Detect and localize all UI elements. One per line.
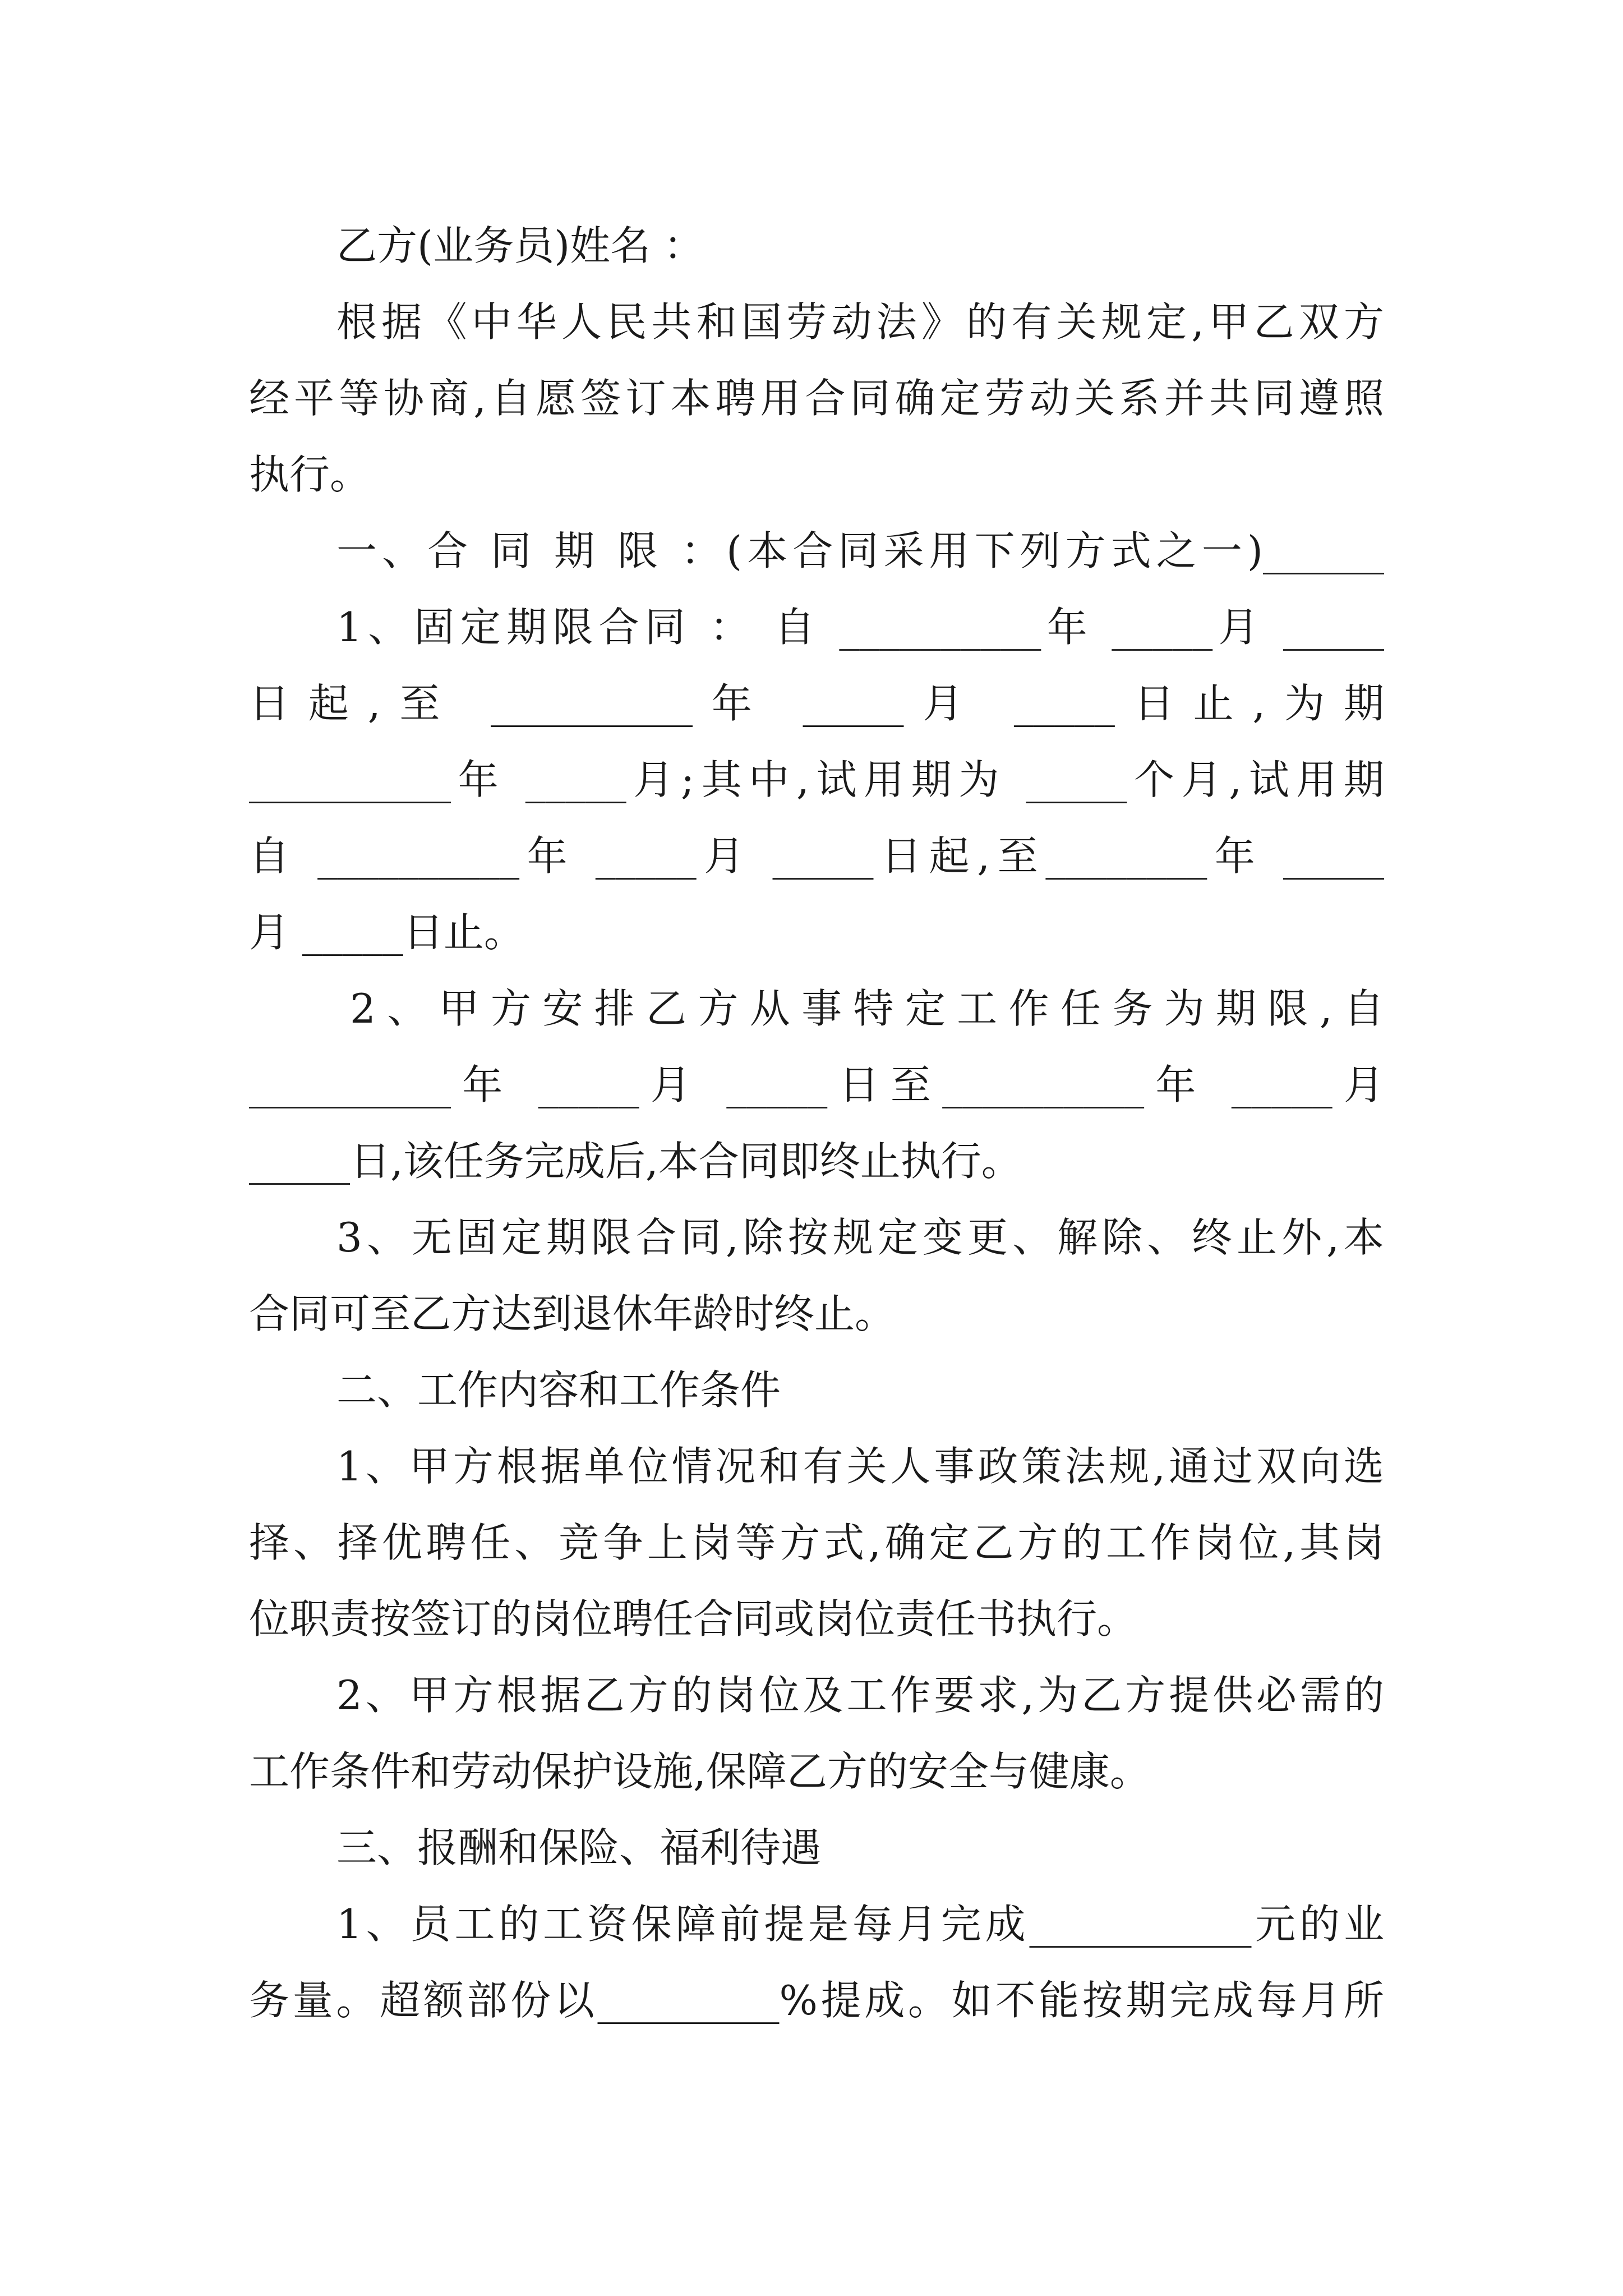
party-b-name-line: 乙方(业务员)姓名 ：	[336, 222, 704, 269]
section-1-heading: 一、合 同 期 限 ：(本合同采用下列方式之一)______	[336, 527, 1384, 574]
clause-2-1-line-1: 1、甲方根据单位情况和有关人事政策法规,通过双向选	[336, 1443, 1384, 1490]
clause-1-2-line-3: _____日,该任务完成后,本合同即终止执行。	[249, 1138, 1022, 1185]
clause-1-1-line-5: 月 _____日止。	[249, 909, 524, 956]
clause-2-2-line-2: 工作条件和劳动保护设施,保障乙方的安全与健康。	[249, 1748, 1150, 1795]
clause-1-1-line-1: 1、固定期限合同 ： 自 __________年 _____月 _____	[336, 604, 1384, 651]
section-2-heading: 二、工作内容和工作条件	[336, 1366, 781, 1414]
clause-2-2-line-1: 2、甲方根据乙方的岗位及工作要求,为乙方提供必需的	[336, 1672, 1384, 1719]
section-3-heading: 三、报酬和保险、福利待遇	[336, 1824, 822, 1871]
clause-1-3-line-2: 合同可至乙方达到退休年龄时终止。	[249, 1290, 896, 1337]
clause-1-2-line-1: 2、甲方安排乙方从事特定工作任务为期限,自	[350, 985, 1384, 1032]
clause-3-1-line-1: 1、员工的工资保障前提是每月完成___________元的业	[336, 1901, 1384, 1948]
preamble-line-1: 根据《中华人民共和国劳动法》的有关规定,甲乙双方	[336, 298, 1384, 346]
clause-1-1-line-3: __________年 _____月;其中,试用期为 _____个月,试用期	[249, 756, 1384, 803]
preamble-line-3: 执行。	[249, 451, 371, 498]
clause-2-1-line-2: 择、择优聘任、竞争上岗等方式,确定乙方的工作岗位,其岗	[249, 1519, 1384, 1566]
clause-1-3-line-1: 3、无固定期限合同,除按规定变更、解除、终止外,本	[336, 1214, 1384, 1261]
clause-1-2-line-2: __________年 _____月 _____日至__________年 _____月	[249, 1061, 1384, 1108]
clause-2-1-line-3: 位职责按签订的岗位聘任合同或岗位责任书执行。	[249, 1595, 1138, 1642]
clause-1-1-line-4: 自 __________年 _____月 _____日起,至________年 _____	[249, 832, 1384, 880]
preamble-line-2: 经平等协商,自愿签订本聘用合同确定劳动关系并共同遵照	[249, 375, 1384, 422]
clause-3-1-line-2: 务量。超额部份以_________%提成。如不能按期完成每月所	[249, 1977, 1384, 2024]
clause-1-1-line-2: 日起,至 __________年 _____月 _____日止,为期	[249, 680, 1384, 727]
